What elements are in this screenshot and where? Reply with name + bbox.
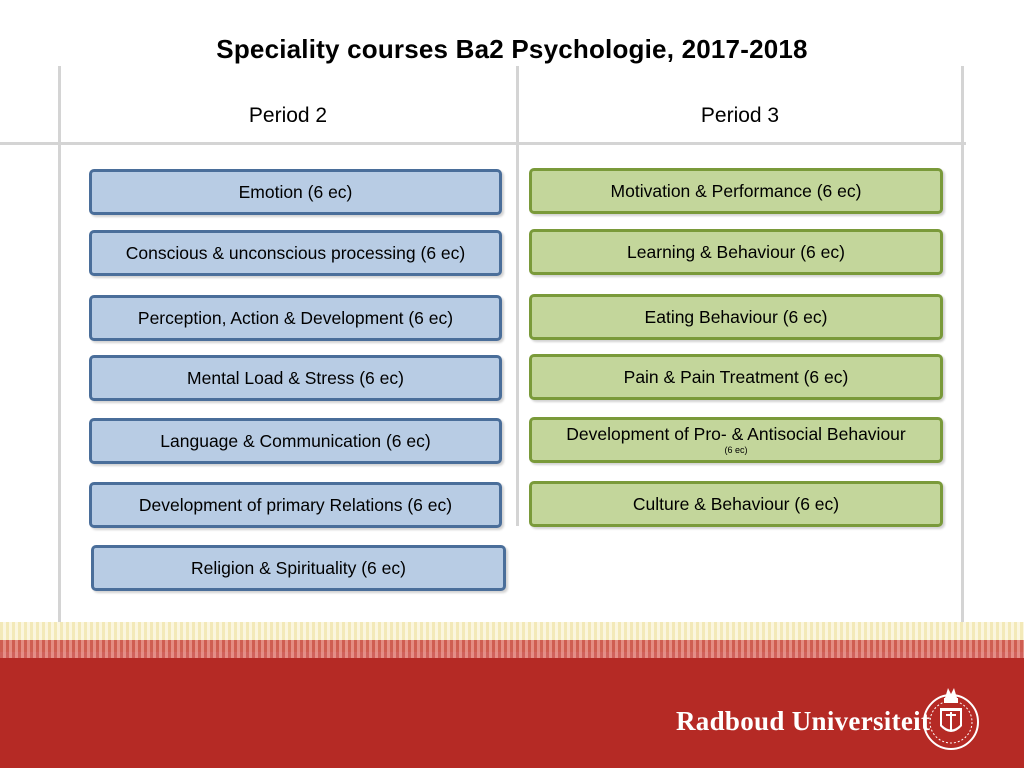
- course-period2-conscious-processing: [89, 230, 502, 276]
- course-period2-primary-relations: [89, 482, 502, 528]
- course-label: Development of Pro- & Antisocial Behaviour: [566, 423, 906, 444]
- course-label: Religion & Spirituality (6 ec): [191, 557, 406, 578]
- course-period2-religion: [91, 545, 506, 591]
- course-period2-perception-action: [89, 295, 502, 341]
- course-label: Learning & Behaviour (6 ec): [627, 241, 845, 262]
- course-label: Development of primary Relations (6 ec): [138, 494, 453, 515]
- grid-line-middle: [516, 66, 519, 526]
- course-label: Emotion (6 ec): [238, 181, 353, 202]
- course-period2-language: [89, 418, 502, 464]
- course-label: Pain & Pain Treatment (6 ec): [623, 366, 849, 387]
- grid-line-header: [0, 142, 966, 145]
- course-credits: (6 ec): [724, 444, 748, 455]
- course-period3-prosocial: [529, 417, 943, 463]
- university-name: Radboud Universiteit: [676, 706, 931, 736]
- course-label: Eating Behaviour (6 ec): [644, 306, 828, 327]
- course-label: Motivation & Performance (6 ec): [610, 180, 862, 201]
- course-period3-pain: [529, 354, 943, 400]
- course-label: Conscious & unconscious processing (6 ec): [125, 242, 466, 263]
- radboud-crest-icon: [920, 680, 982, 758]
- course-period3-eating: [529, 294, 943, 340]
- course-label: Language & Communication (6 ec): [160, 430, 431, 451]
- course-period2-emotion: [89, 169, 502, 215]
- period-2-header: Period 2: [248, 104, 328, 127]
- course-label: Mental Load & Stress (6 ec): [187, 367, 404, 388]
- course-label: Perception, Action & Development (6 ec): [137, 307, 454, 328]
- course-period2-mental-load: [89, 355, 502, 401]
- course-period3-motivation: [529, 168, 943, 214]
- period-3-header: Period 3: [700, 104, 780, 127]
- grid-line-right: [961, 66, 964, 622]
- grid-line-left: [58, 66, 61, 622]
- course-period3-culture: [529, 481, 943, 527]
- course-label: Culture & Behaviour (6 ec): [632, 493, 840, 514]
- course-period3-learning: [529, 229, 943, 275]
- page-title: Speciality courses Ba2 Psychologie, 2017-2018: [216, 34, 808, 64]
